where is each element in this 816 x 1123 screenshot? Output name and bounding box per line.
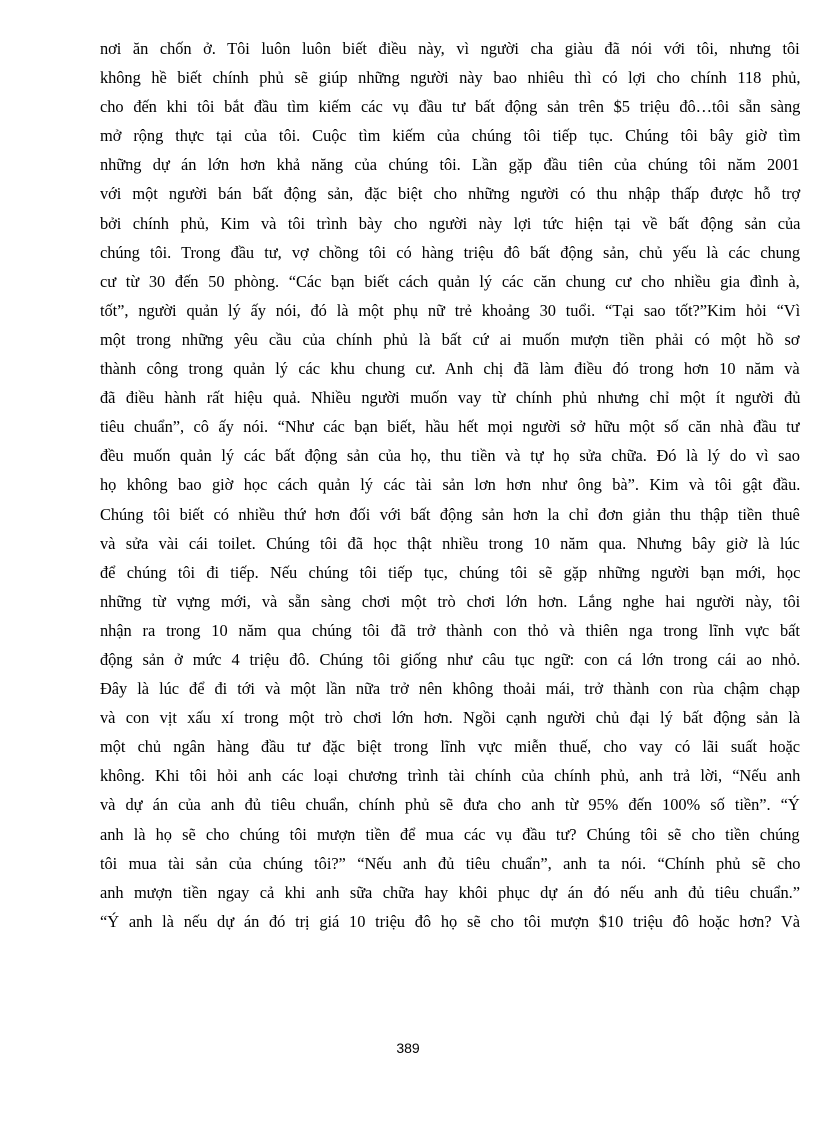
text-line: anh mượn tiền ngay cả khi anh sữa chữa hay khôi phục dự án đó nếu anh đủ tiêu chuẩn.” [100, 882, 800, 902]
text-line: tôi mua tài sản của chúng tôi?” “Nếu anh đủ tiêu chuẩn”, anh ta nói. “Chính phủ sẽ cho [100, 853, 801, 873]
text-line: cho đến khi tôi bắt đầu tìm kiếm các vụ đầu tư bất động sản trên $5 triệu đô…tôi sẵn sàng [100, 97, 801, 117]
text-line: tiêu chuẩn”, cô ấy nói. “Như các bạn biết, hầu hết mọi người sở hữu một số căn nhà đầu tư [100, 417, 800, 437]
text-line: và con vịt xấu xí trong một trò chơi lớn hơn. Ngồi cạnh người chủ đại lý bất động sản là [100, 708, 801, 728]
text-line: đều muốn quản lý các bất động sản của họ, thu tiền và tự họ sửa chữa. Đó là lý do vì sao [100, 446, 800, 466]
text-line: một chủ ngân hàng đầu tư đặc biệt trong lĩnh vực miễn thuế, cho vay có lãi suất hoặc [100, 737, 800, 757]
text-line: “Ý anh là nếu dự án đó trị giá 10 triệu đô họ sẽ cho tôi mượn $10 triệu đô hoặc hơn? Và [100, 911, 800, 931]
page-number: 389 [396, 1040, 420, 1056]
text-line: mở rộng thực tại của tôi. Cuộc tìm kiếm của chúng tôi tiếp tục. Chúng tôi bây giờ tìm [100, 126, 801, 146]
text-line: không hề biết chính phủ sẽ giúp những người này bao nhiêu thì có lợi cho chính 118 phủ, [100, 68, 801, 88]
text-line: tốt”, người quản lý ấy nói, đó là một phụ nữ trẻ khoảng 30 tuổi. “Tại sao tốt?”Kim hỏi “Vì [100, 300, 801, 320]
text-line: và sửa vài cái toilet. Chúng tôi đã học thật nhiều trong 10 năm qua. Nhưng bây giờ là lúc [100, 533, 800, 553]
text-line: và dự án của anh đủ tiêu chuẩn, chính phủ sẽ đưa cho anh từ 95% đến 100% số tiền”. “Ý [100, 795, 800, 815]
text-line: những dự án lớn hơn khả năng của chúng tôi. Lần gặp đầu tiên của chúng tôi năm 2001 [100, 155, 800, 175]
text-line: anh là họ sẽ cho chúng tôi mượn tiền để mua các vụ đầu tư? Chúng tôi sẽ cho tiền chúng [100, 824, 800, 844]
text-line: cư từ 30 đến 50 phòng. “Các bạn biết cách quản lý các căn chung cư cho nhiều gia đình à, [100, 271, 800, 291]
text-line: một trong những yêu cầu của chính phủ là bất cứ ai muốn mượn tiền phải có một hồ sơ [100, 329, 800, 349]
text-line: bởi chính phủ, Kim và tôi trình bày cho người này lợi tức hiện tại về bất động sản của [100, 213, 801, 233]
text-line: đã điều hành rất hiệu quả. Nhiều người muốn vay từ chính phủ nhưng chỉ một ít người đủ [100, 388, 801, 408]
text-line: nhận ra trong 10 năm qua chúng tôi đã trở thành con thỏ và thiên nga trong lĩnh vực bất [100, 620, 800, 640]
body-text [100, 34, 800, 936]
text-line: nơi ăn chốn ở. Tôi luôn luôn biết điều này, vì người cha giàu đã nói với tôi, nhưng tôi [100, 39, 800, 58]
text-line: Chúng tôi biết có nhiều thứ hơn đối với bất động sản hơn la chỉ đơn giản thu thập tiền thuê [100, 504, 800, 524]
text-line: động sản ở mức 4 triệu đô. Chúng tôi giống như câu tục ngữ: con cá lớn trong cái ao nhỏ. [100, 649, 801, 669]
text-line: thành công trong quản lý các khu chung cư. Anh chị đã làm điều đó trong hơn 10 năm và [100, 359, 800, 379]
text-line: không. Khi tôi hỏi anh các loại chương trình tài chính của chính phủ, anh trả lời, “Nếu anh [100, 766, 801, 786]
text-line: Đây là lúc để đi tới và một lần nữa trở nên không thoải mái, trở thành con rùa chậm chạp [100, 679, 800, 699]
text-line: những từ vựng mới, và sẵn sàng chơi một trò chơi lớn hơn. Lắng nghe hai người này, tôi [100, 591, 801, 611]
text-line: với một người bán bất động sản, đặc biệt cho những người có thu nhập thấp được hỗ trợ [100, 184, 801, 204]
text-line: họ không bao giờ học cách quản lý các tài sản lơn hơn như ông bà”. Kim và tôi gật đầu. [100, 475, 801, 495]
text-line: chúng tôi. Trong đầu tư, vợ chồng tôi có hàng triệu đô bất động sản, chủ yếu là các chung [100, 242, 801, 262]
text-line: để chúng tôi đi tiếp. Nếu chúng tôi tiếp tục, chúng tôi sẽ gặp những người bạn mới, học [100, 562, 801, 582]
